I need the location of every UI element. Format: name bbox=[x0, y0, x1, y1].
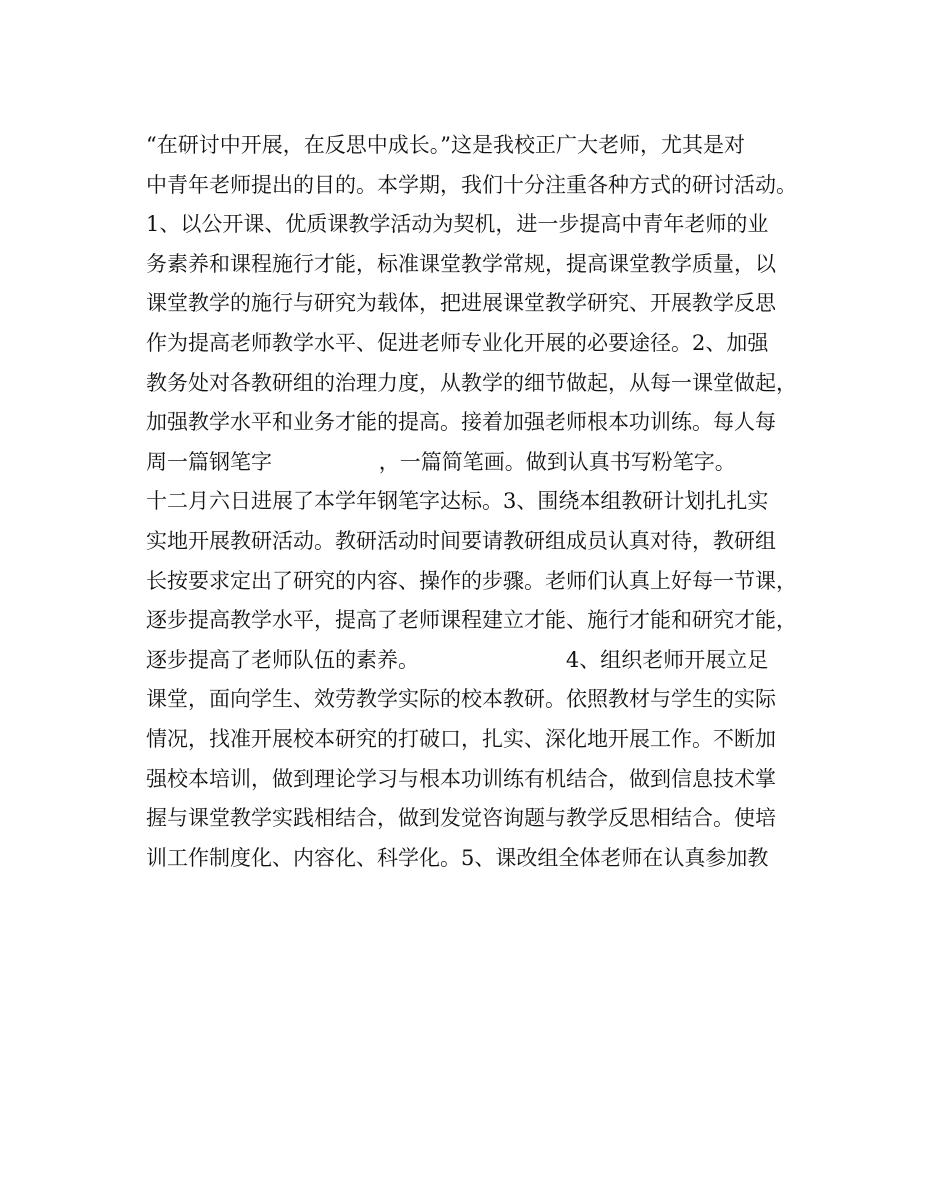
text-line: 教务处对各教研组的治理力度，从教学的细节做起，从每一课堂做起， bbox=[146, 370, 797, 395]
text-line: “在研讨中开展，在反思中成长。”这是我校正广大老师，尤其是对 bbox=[146, 133, 745, 157]
text-line: 中青年老师提出的目的。本学期，我们十分注重各种方式的研讨活动。 bbox=[146, 172, 797, 197]
text-line: 周一篇钢笔字 ，一篇简笔画。做到认真书写粉笔字。 bbox=[146, 449, 736, 474]
text-line: 训工作制度化、内容化、科学化。5、课改组全体老师在认真参加教 bbox=[146, 845, 769, 870]
text-line: 课堂，面向学生、效劳教学实际的校本教研。依照教材与学生的实际 bbox=[146, 687, 776, 712]
text-line: 强校本培训，做到理论学习与根本功训练有机结合，做到信息技术掌 bbox=[146, 766, 776, 791]
text-line: 十二月六日进展了本学年钢笔字达标。3、围绕本组教研计划扎扎实 bbox=[146, 489, 769, 514]
text-line: 1、以公开课、优质课教学活动为契机，进一步提高中青年老师的业 bbox=[146, 212, 769, 237]
text-line: 实地开展教研活动。教研活动时间要请教研组成员认真对待，教研组 bbox=[146, 528, 776, 553]
text-line: 逐步提高教学水平，提高了老师课程建立才能、施行才能和研究才能， bbox=[146, 608, 797, 633]
body-text bbox=[146, 126, 826, 878]
text-line: 课堂教学的施行与研究为载体，把进展课堂教学研究、开展教学反思 bbox=[146, 291, 776, 316]
text-line: 作为提高老师教学水平、促进老师专业化开展的必要途径。2、加强 bbox=[146, 330, 769, 355]
text-line: 长按要求定出了研究的内容、操作的步骤。老师们认真上好每一节课， bbox=[146, 568, 797, 593]
text-line: 逐步提高了老师队伍的素养。 4、组织老师开展立足 bbox=[146, 647, 769, 672]
text-line: 务素养和课程施行才能，标准课堂教学常规，提高课堂教学质量，以 bbox=[146, 251, 776, 276]
text-line: 握与课堂教学实践相结合，做到发觉咨询题与教学反思相结合。使培 bbox=[146, 806, 776, 831]
text-line: 加强教学水平和业务才能的提高。接着加强老师根本功训练。每人每 bbox=[146, 410, 776, 435]
text-line: 情况，找准开展校本研究的打破口，扎实、深化地开展工作。不断加 bbox=[146, 726, 776, 751]
